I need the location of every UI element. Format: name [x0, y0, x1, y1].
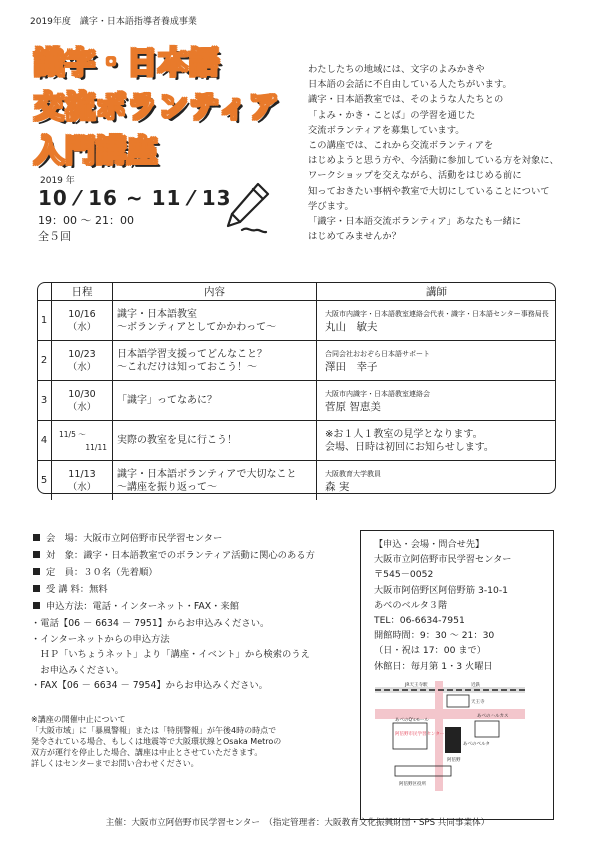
square-bullet-icon: [33, 602, 40, 609]
session-content-line1: 識字・日本語教室: [117, 308, 197, 320]
session-content-line1: 実際の教室を見に行こう！: [117, 435, 237, 446]
map-center-building: [445, 727, 461, 753]
schedule-table: [37, 282, 556, 500]
session-content-line1: 日本語学習支援ってどんなこと？: [117, 348, 267, 360]
map-label-abeno: 阿倍野: [447, 758, 461, 763]
session-date: [52, 421, 113, 461]
intro-text: [308, 62, 583, 244]
session-date-line1: 11/13: [68, 468, 96, 480]
session-date-line1: 10/23: [68, 348, 96, 360]
schedule-row: [37, 341, 556, 381]
session-date-line1: 11/5 ～: [59, 429, 86, 439]
intro-line: はじめてみませんか？: [308, 231, 401, 243]
info-line: 定 員：３０名（先着順）: [33, 564, 315, 581]
session-content: [113, 461, 317, 501]
session-content-line2: ～ボランティアとしてかかわって～: [117, 321, 277, 333]
session-date-line2: （水）: [67, 361, 97, 373]
header-content: 内容: [113, 282, 317, 301]
contact-line: （日・祝は 17：00 まで）: [374, 645, 486, 657]
pencil-icon: [222, 180, 272, 240]
map-label-jr: JR天王寺駅: [405, 683, 428, 688]
lecturer-affiliation: 大阪市内識字・日本語教室連絡会代表・識字・日本語センター事務局長: [325, 309, 549, 318]
header-num: [37, 282, 52, 301]
session-content: [113, 301, 317, 341]
session-content: [113, 341, 317, 381]
header-date: 日程: [52, 282, 113, 301]
access-map: [375, 681, 525, 791]
note-line: ※講座の開催中止について: [31, 715, 126, 724]
schedule-header: [37, 282, 556, 301]
session-date-line1: 10/30: [68, 388, 96, 400]
map-label-bertha: あべのベルタ: [463, 742, 490, 747]
schedule-row: [37, 301, 556, 341]
contact-line: 大阪市阿倍野区阿倍野筋 3-10-1: [374, 584, 508, 596]
event-time: 19：00 ～ 21：00: [38, 214, 134, 227]
session-content: [113, 421, 317, 461]
topline: 2019年度 識字・日本語指導者養成事業: [30, 17, 197, 27]
lecturer-affiliation: 大阪教育大学教員: [325, 469, 381, 478]
note-line: 詳しくはセンターまでお問い合わせください。: [31, 759, 199, 768]
note-line: 双方が運行を停止した場合、講座は中止とさせていただきます。: [31, 748, 263, 757]
session-content-line1: 「識字」ってなあに？: [117, 395, 217, 406]
title-line-2: 交流ボランティア: [34, 90, 280, 125]
session-content-line2: ～これだけは知っておこう！～: [117, 361, 257, 373]
info-line: 対 象：識字・日本語教室でのボランティア活動に関心のある方: [33, 547, 315, 564]
session-content-line2: ～講座を振り返って～: [117, 481, 217, 493]
square-bullet-icon: [33, 568, 40, 575]
event-info: [33, 530, 315, 615]
intro-line: 「よみ・かき・ことば」の学習を通じた: [308, 109, 476, 121]
note-line: 発令されている場合、もしくは地震等で大阪環状線とOsaka Metroの: [31, 737, 282, 746]
contact-line: 大阪市立阿倍野市民学習センター: [374, 554, 512, 566]
lecturer-name: 澤田 幸子: [325, 360, 378, 373]
map-label-abenoq: あべのQ'sモール: [395, 718, 429, 723]
map-label-kintetsu: 近鉄: [471, 683, 480, 688]
contact-line: TEL：06-6634-7951: [374, 615, 465, 627]
session-lecturer: [317, 301, 557, 341]
session-lecturer: [317, 421, 557, 461]
title-line-1: 識字・日本語: [34, 46, 220, 81]
contact-line: 【申込・会場・問合せ先】: [374, 539, 485, 550]
cancellation-note: [31, 714, 281, 769]
intro-line: はじめようと思う方や、今活動に参加している方を対象に、: [308, 155, 559, 167]
schedule-row: [37, 461, 556, 501]
map-label-hoshino: 阿倍野区役所: [399, 782, 426, 787]
apply-line: ＨＰ「いちょうネット」より「講座・イベント」から検索のうえ: [31, 649, 310, 660]
lecturer-affiliation: ※お１人１教室の見学となります。: [325, 428, 483, 440]
info-line: 申込方法：電話・インターネット・FAX・来館: [33, 598, 315, 615]
header-lecturer: 講師: [317, 282, 557, 301]
intro-line: 日本語の会話に不自由している人たちがいます。: [308, 79, 512, 91]
contact-line: 〒545－0052: [374, 569, 434, 581]
intro-line: この講座では、これから交流ボランティアを: [308, 140, 494, 152]
session-date-line2: （水）: [67, 321, 97, 333]
session-date-line2: （水）: [67, 481, 97, 493]
event-year: 2019 年: [40, 176, 75, 186]
lecturer-affiliation: 大阪市内識字・日本語教室連絡会: [325, 389, 430, 398]
apply-line: ・インターネットからの申込方法: [31, 633, 170, 645]
session-number: 1: [37, 301, 52, 341]
session-count: 全５回: [38, 230, 71, 243]
session-number: 5: [37, 461, 52, 501]
session-lecturer: [317, 461, 557, 501]
session-number: 3: [37, 381, 52, 421]
square-bullet-icon: [33, 585, 40, 592]
lecturer-affiliation: 合同会社おおぞら日本語サポート: [325, 349, 430, 358]
intro-line: ワークショップを交えながら、活動をはじめる前に: [308, 170, 522, 182]
session-date-line1: 10/16: [68, 308, 96, 320]
intro-line: わたしたちの地域には、文字のよみかきや: [308, 64, 485, 75]
application-methods: [31, 616, 310, 694]
apply-line: お申込みください。: [31, 664, 124, 676]
session-date: [52, 341, 113, 381]
session-number: 4: [37, 421, 52, 461]
session-content: [113, 381, 317, 421]
apply-line: ・FAX【06 － 6634 － 7954】からお申込みください。: [31, 680, 268, 691]
contact-line: 休館日：毎月第 1・3 火曜日: [374, 660, 493, 672]
note-line: 「大阪市域」に「暴風警報」または「特別警報」が午後4時の時点で: [31, 726, 277, 735]
session-number: 2: [37, 341, 52, 381]
footer-organizer: 主催：大阪市立阿倍野市民学習センター （指定管理者：大阪教育文化振興財団・SPS 共同事業体）: [105, 818, 490, 828]
session-date: [52, 461, 113, 501]
session-lecturer: [317, 341, 557, 381]
map-label-harukas: あべのハルカス: [477, 714, 509, 719]
session-date-line2: （水）: [67, 401, 97, 413]
square-bullet-icon: [33, 551, 40, 558]
intro-line: 知っておきたい事柄や教室で大切にしていることについて: [308, 185, 550, 197]
event-dates: 10 ⁄ 16 ~ 11 ⁄ 13: [38, 186, 232, 210]
lecturer-name: 森 実: [325, 480, 350, 493]
intro-line: 「識字・日本語交流ボランティア」あなたも一緒に: [308, 216, 522, 228]
apply-line: ・電話【06 － 6634 － 7951】からお申込みください。: [31, 618, 270, 629]
session-lecturer: [317, 381, 557, 421]
map-label-center: 阿倍野市民学習センター: [395, 732, 445, 737]
contact-line: あべのベルタ３階: [374, 599, 448, 611]
intro-line: 学びます。: [308, 200, 354, 212]
session-content-line1: 識字・日本語ボランティアで大切なこと: [117, 468, 297, 480]
schedule-row: [37, 381, 556, 421]
intro-line: 交流ボランティアを募集しています。: [308, 124, 465, 136]
lecturer-name: 丸山 敏夫: [325, 320, 378, 333]
session-date: [52, 381, 113, 421]
intro-line: 識字・日本語教室では、そのような人たちとの: [308, 94, 504, 106]
square-bullet-icon: [33, 534, 40, 541]
info-line: 会 場：大阪市立阿倍野市民学習センター: [33, 530, 315, 547]
map-label-tennoji: 天王寺: [471, 700, 485, 705]
lecturer-name: 会場、日時は初回にお知らせします。: [325, 441, 494, 453]
session-date-line2: 11/11: [85, 442, 107, 452]
session-date: [52, 301, 113, 341]
info-line: 受 講 料：無料: [33, 581, 315, 598]
lecturer-name: 菅原 智恵美: [325, 400, 381, 413]
schedule-row: [37, 421, 556, 461]
contact-line: 開館時間：9：30 ～ 21：30: [374, 630, 495, 642]
title-line-3: 入門講座: [34, 134, 158, 169]
contact-text: [374, 537, 511, 674]
